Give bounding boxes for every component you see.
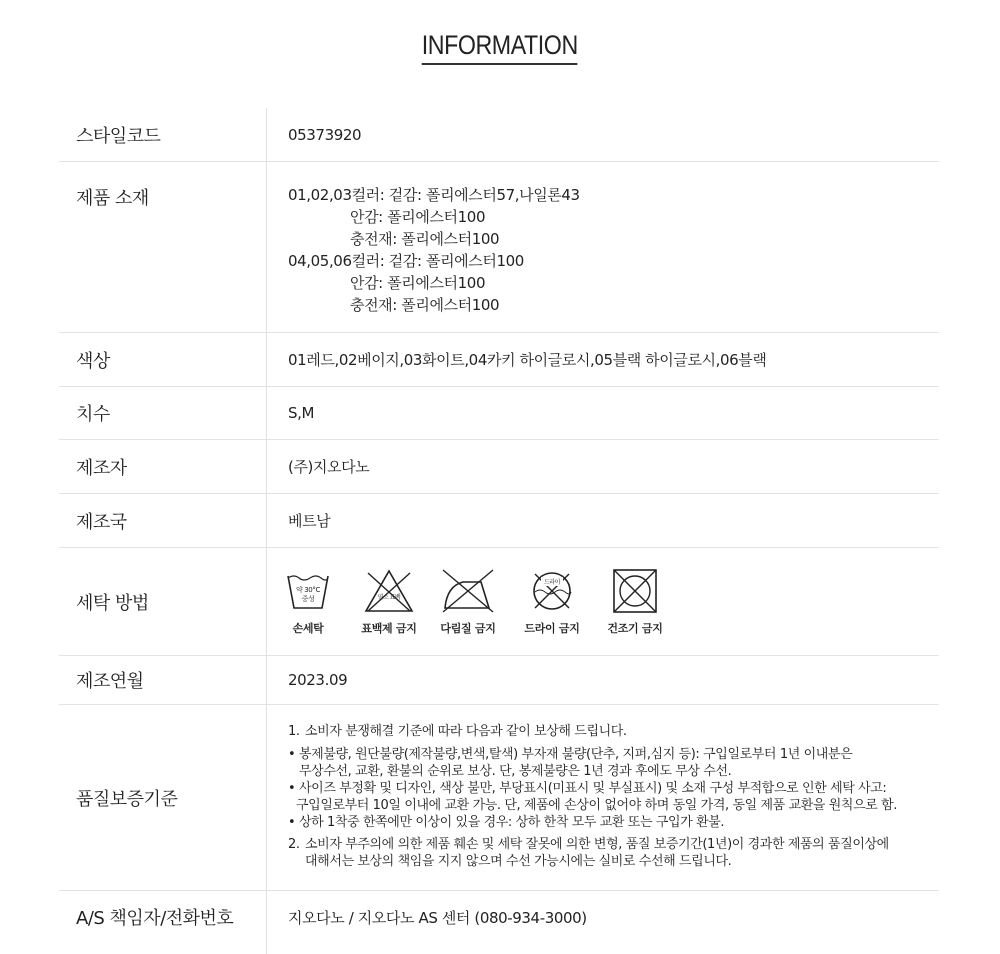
care-item [288, 568, 328, 636]
svg-text:염소: 염소 [377, 594, 389, 601]
no-dry-clean-icon [522, 568, 582, 614]
row-color [59, 333, 939, 387]
style-code-value: 05373920 [288, 125, 362, 144]
style-code-label: 스타일코드 [76, 125, 161, 147]
care-caption: 건조기 금지 [607, 622, 663, 635]
hand-wash-icon [278, 568, 338, 614]
as-label: A/S 책임자/전화번호 [76, 908, 234, 929]
size-value: S,M [288, 404, 315, 422]
care-caption: 드라이 금지 [524, 622, 580, 635]
qa-item-2: 2. 소비자 부주의에 의한 제품 훼손 및 세탁 잘못에 의한 변형, 품질 보증기간(1년)이 경과한 제품의 품질이상에 대해서는 보상의 책임을 지지 않으며 수선 가능시에는 실비로 수선해 드립니다. [288, 837, 889, 869]
date-value: 2023.09 [288, 671, 348, 689]
svg-text:중성: 중성 [301, 595, 315, 603]
material-line: 충전재: 폴리에스터100 [350, 230, 500, 248]
as-value: 지오다노 / 지오다노 AS 센터 (080-934-3000) [288, 908, 587, 927]
care-item [438, 568, 498, 636]
washing-label: 세탁 방법 [76, 592, 149, 614]
country-value: 베트남 [288, 512, 331, 530]
row-washing [59, 548, 939, 656]
info-table [59, 108, 939, 943]
size-label: 치수 [76, 404, 110, 425]
care-caption: 손세탁 [292, 622, 324, 635]
qa-item-1: 1. 소비자 분쟁해결 기준에 따라 다음과 같이 보상해 드립니다. [288, 724, 627, 739]
row-as [59, 891, 939, 943]
color-value: 01레드,02베이지,03화이트,04카키 하이글로시,05블랙 하이글로시,06블랙 [288, 351, 767, 369]
material-label: 제품 소재 [76, 188, 149, 209]
qa-bullet: • 봉제불량, 원단불량(제작불량,변색,탈색) 부자재 불량(단추, 지퍼,심지 등): 구입일로부터 1년 이내분은 무상수선, 교환, 환불의 순위로 보상. 단, 봉제불량은 1년 경과 후에도 무상 수선. [288, 747, 853, 779]
material-line: 안감: 폴리에스터100 [350, 274, 486, 292]
svg-text:약 30°C: 약 30°C [296, 586, 320, 594]
no-tumble-dry-icon [605, 568, 665, 614]
care-caption: 다림질 금지 [440, 622, 496, 635]
no-iron-icon [438, 568, 498, 614]
row-maker [59, 440, 939, 494]
qa-bullet: • 사이즈 부정확 및 디자인, 색상 불만, 부당표시(미표시 및 부실표시) 및 소재 구성 부적합으로 인한 세탁 사고: 구입일로부터 10일 이내에 교환 가능. 단, 제품에 손상이 없어야 하며 동일 가격, 동일 제품 교환을 원칙으로 함. [288, 781, 898, 813]
material-line: 01,02,03컬러: 겉감: 폴리에스터57,나일론43 [288, 186, 580, 204]
material-value [267, 162, 939, 332]
material-line: 안감: 폴리에스터100 [350, 208, 486, 226]
care-item [606, 568, 664, 636]
material-line: 04,05,06컬러: 겉감: 폴리에스터100 [288, 252, 524, 270]
quality-value [267, 705, 939, 890]
date-label: 제조연월 [76, 671, 144, 692]
row-date [59, 656, 939, 705]
row-size [59, 387, 939, 440]
care-item [361, 568, 417, 636]
country-label: 제조국 [76, 511, 127, 533]
row-country [59, 494, 939, 548]
qa-bullet: • 상하 1착중 한쪽에만 이상이 있을 경우: 상하 한착 모두 교환 또는 구입가 환불. [288, 815, 725, 830]
material-line: 충전재: 폴리에스터100 [350, 296, 500, 314]
color-label: 색상 [76, 350, 110, 372]
care-item [523, 568, 581, 636]
no-bleach-icon [359, 568, 419, 614]
maker-label: 제조자 [76, 457, 127, 479]
row-quality [59, 705, 939, 891]
row-material [59, 162, 939, 333]
row-style-code [59, 108, 939, 162]
svg-text:드라이: 드라이 [543, 579, 561, 586]
page-title: INFORMATION [0, 30, 1000, 65]
quality-label: 품질보증기준 [76, 788, 178, 810]
washing-value [267, 548, 939, 655]
maker-value: (주)지오다노 [288, 458, 370, 476]
care-caption: 표백제 금지 [361, 622, 417, 635]
svg-text:표백: 표백 [389, 594, 401, 601]
